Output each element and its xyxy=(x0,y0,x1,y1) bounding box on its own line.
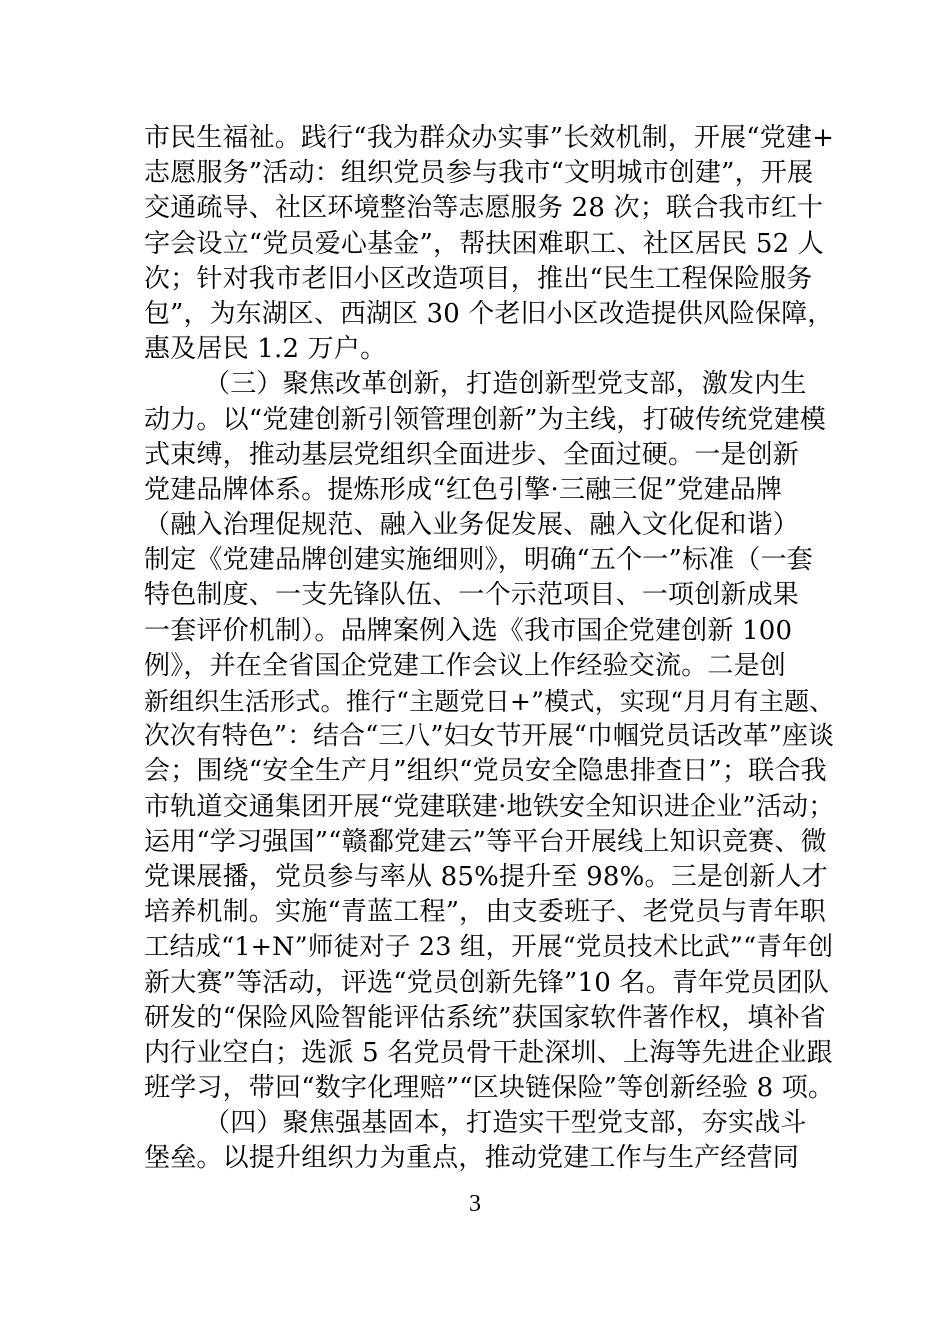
text-line: 制定《党建品牌创建实施细则》，明确“五个一”标准（一套 xyxy=(144,545,813,576)
body-text xyxy=(144,121,835,1177)
text-line: 动力。以“党建创新引领管理创新”为主线，打破传统党建模 xyxy=(144,404,826,435)
text-line: 研发的“保险风险智能评估系统”获国家软件著作权，填补省 xyxy=(144,1002,826,1033)
text-line: 包”，为东湖区、西湖区 30 个老旧小区改造提供风险保障， xyxy=(144,298,834,329)
page-number: 3 xyxy=(469,1191,481,1217)
text-line: 志愿服务”活动：组织党员参与我市“文明城市创建”，开展 xyxy=(144,158,814,189)
text-line: 市民生福祉。践行“我为群众办实事”长效机制，开展“党建+ xyxy=(144,123,835,153)
text-line: （融入治理促规范、融入业务促发展、融入文化促和谐） xyxy=(144,510,800,541)
text-line: 字会设立“党员爱心基金”，帮扶困难职工、社区居民 52 人 xyxy=(144,228,824,259)
text-line: 特色制度、一支先锋队伍、一个示范项目、一项创新成果 xyxy=(144,580,800,611)
text-line: 堡垒。以提升组织力为重点，推动党建工作与生产经营同 xyxy=(144,1143,800,1174)
text-line: 市轨道交通集团开展“党建联建·地铁安全知识进企业”活动； xyxy=(144,791,835,822)
text-line: 内行业空白；选派 5 名党员骨干赴深圳、上海等先进企业跟 xyxy=(144,1037,833,1068)
text-line: 次；针对我市老旧小区改造项目，推出“民生工程保险服务 xyxy=(144,263,813,294)
text-line: 例》，并在全省国企党建工作会议上作经验交流。二是创 xyxy=(144,650,787,681)
text-line: 式束缚，推动基层党组织全面进步、全面过硬。一是创新 xyxy=(144,439,800,470)
text-line: 一套评价机制）。品牌案例入选《我市国企党建创新 100 xyxy=(144,615,793,646)
text-line: 新大赛”等活动，评选“党员创新先锋”10 名。青年党员团队 xyxy=(144,967,830,998)
text-line: 党课展播，党员参与率从 85%提升至 98%。三是创新人才 xyxy=(144,861,828,892)
text-line: 培养机制。实施“青蓝工程”，由支委班子、老党员与青年职 xyxy=(144,897,826,928)
paragraph-first-line: （三）聚焦改革创新，打造创新型党支部，激发内生 xyxy=(204,369,807,400)
text-line: 班学习，带回“数字化理赔”“区块链保险”等创新经验 8 项。 xyxy=(144,1073,835,1104)
text-line: 党建品牌体系。提炼形成“红色引擎·三融三促”党建品牌 xyxy=(144,474,783,505)
paragraph-first-line: （四）聚焦强基固本，打造实干型党支部，夯实战斗 xyxy=(204,1108,807,1139)
text-line: 工结成“1+N”师徒对子 23 组，开展“党员技术比武”“青年创 xyxy=(144,932,834,963)
text-line: 交通疏导、社区环境整治等志愿服务 28 次；联合我市红十 xyxy=(144,193,824,224)
text-line: 运用“学习强国”“赣鄱党建云”等平台开展线上知识竞赛、微 xyxy=(144,826,827,857)
text-line: 新组织生活形式。推行“主题党日+”模式，实现“月月有主题、 xyxy=(144,687,835,716)
text-line: 会；围绕“安全生产月”组织“党员安全隐患排查日”；联合我 xyxy=(144,756,827,787)
text-line: 次次有特色”：结合“三八”妇女节开展“巾帼党员话改革”座谈 xyxy=(144,721,835,752)
text-line: 惠及居民 1.2 万户。 xyxy=(144,334,387,365)
